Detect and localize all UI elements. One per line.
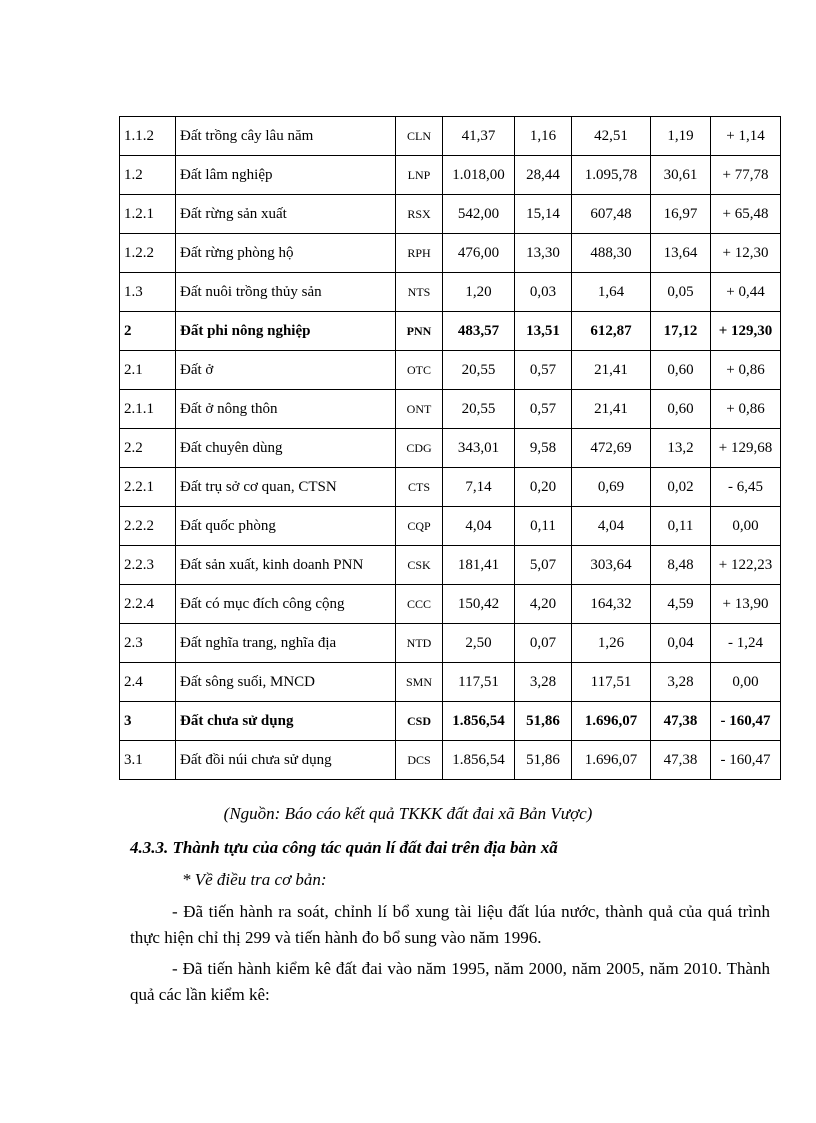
- change-cell: + 129,30: [711, 312, 781, 351]
- area-prev-cell: 7,14: [443, 468, 515, 507]
- code-cell: RPH: [396, 234, 443, 273]
- section-heading: 4.3.3. Thành tựu của công tác quản lí đất đai trên địa bàn xã: [130, 838, 558, 857]
- percent-curr-cell: 47,38: [651, 702, 711, 741]
- stt-cell: 3.1: [120, 741, 176, 780]
- paragraph-1: [130, 899, 770, 951]
- code-cell: PNN: [396, 312, 443, 351]
- percent-curr-cell: 4,59: [651, 585, 711, 624]
- stt-cell: 3: [120, 702, 176, 741]
- percent-curr-cell: 0,60: [651, 351, 711, 390]
- percent-prev-cell: 13,30: [515, 234, 572, 273]
- percent-curr-cell: 1,19: [651, 117, 711, 156]
- code-cell: CCC: [396, 585, 443, 624]
- change-cell: + 77,78: [711, 156, 781, 195]
- area-curr-cell: 164,32: [572, 585, 651, 624]
- table-row: [120, 546, 781, 585]
- percent-prev-cell: 0,11: [515, 507, 572, 546]
- change-cell: + 65,48: [711, 195, 781, 234]
- area-prev-cell: 343,01: [443, 429, 515, 468]
- table-row: [120, 195, 781, 234]
- area-curr-cell: 472,69: [572, 429, 651, 468]
- percent-prev-cell: 3,28: [515, 663, 572, 702]
- stt-cell: 1.2.2: [120, 234, 176, 273]
- area-curr-cell: 0,69: [572, 468, 651, 507]
- code-cell: NTD: [396, 624, 443, 663]
- change-cell: - 160,47: [711, 702, 781, 741]
- percent-prev-cell: 0,03: [515, 273, 572, 312]
- percent-prev-cell: 51,86: [515, 702, 572, 741]
- area-prev-cell: 150,42: [443, 585, 515, 624]
- table-row: [120, 351, 781, 390]
- area-curr-cell: 303,64: [572, 546, 651, 585]
- percent-prev-cell: 51,86: [515, 741, 572, 780]
- code-cell: CQP: [396, 507, 443, 546]
- percent-prev-cell: 13,51: [515, 312, 572, 351]
- name-cell: Đất quốc phòng: [176, 507, 396, 546]
- area-prev-cell: 20,55: [443, 390, 515, 429]
- change-cell: + 0,86: [711, 390, 781, 429]
- area-prev-cell: 181,41: [443, 546, 515, 585]
- percent-curr-cell: 0,60: [651, 390, 711, 429]
- area-curr-cell: 1.696,07: [572, 741, 651, 780]
- change-cell: - 6,45: [711, 468, 781, 507]
- stt-cell: 2.2.3: [120, 546, 176, 585]
- percent-prev-cell: 0,07: [515, 624, 572, 663]
- name-cell: Đất sông suối, MNCD: [176, 663, 396, 702]
- area-curr-cell: 1,64: [572, 273, 651, 312]
- area-curr-cell: 607,48: [572, 195, 651, 234]
- percent-curr-cell: 0,05: [651, 273, 711, 312]
- area-curr-cell: 21,41: [572, 351, 651, 390]
- stt-cell: 2.2: [120, 429, 176, 468]
- table-row: [120, 429, 781, 468]
- table-row: [120, 234, 781, 273]
- table-row: [120, 702, 781, 741]
- name-cell: Đất đồi núi chưa sử dụng: [176, 741, 396, 780]
- percent-prev-cell: 0,57: [515, 390, 572, 429]
- table-row: [120, 468, 781, 507]
- table-row: [120, 312, 781, 351]
- area-prev-cell: 1,20: [443, 273, 515, 312]
- percent-curr-cell: 17,12: [651, 312, 711, 351]
- area-curr-cell: 4,04: [572, 507, 651, 546]
- paragraph-1-text: - Đã tiến hành ra soát, chỉnh lí bổ xung tài liệu đất lúa nước, thành quả của quá trình thực hiện chỉ thị 299 và tiến hành đo bổ sung vào năm 1996.: [130, 902, 770, 947]
- code-cell: RSX: [396, 195, 443, 234]
- change-cell: - 1,24: [711, 624, 781, 663]
- area-curr-cell: 42,51: [572, 117, 651, 156]
- table-row: [120, 741, 781, 780]
- change-cell: - 160,47: [711, 741, 781, 780]
- paragraph-2: [130, 956, 770, 1008]
- stt-cell: 1.2: [120, 156, 176, 195]
- table-row: [120, 273, 781, 312]
- table-row: [120, 663, 781, 702]
- area-curr-cell: 117,51: [572, 663, 651, 702]
- stt-cell: 2.2.4: [120, 585, 176, 624]
- code-cell: OTC: [396, 351, 443, 390]
- name-cell: Đất nghĩa trang, nghĩa địa: [176, 624, 396, 663]
- code-cell: NTS: [396, 273, 443, 312]
- stt-cell: 1.3: [120, 273, 176, 312]
- area-prev-cell: 117,51: [443, 663, 515, 702]
- area-prev-cell: 542,00: [443, 195, 515, 234]
- stt-cell: 2.3: [120, 624, 176, 663]
- percent-curr-cell: 47,38: [651, 741, 711, 780]
- table-row: [120, 390, 781, 429]
- code-cell: LNP: [396, 156, 443, 195]
- percent-curr-cell: 16,97: [651, 195, 711, 234]
- name-cell: Đất nuôi trồng thủy sản: [176, 273, 396, 312]
- name-cell: Đất trồng cây lâu năm: [176, 117, 396, 156]
- percent-prev-cell: 9,58: [515, 429, 572, 468]
- name-cell: Đất trụ sở cơ quan, CTSN: [176, 468, 396, 507]
- stt-cell: 2.1: [120, 351, 176, 390]
- stt-cell: 2.2.1: [120, 468, 176, 507]
- percent-curr-cell: 0,04: [651, 624, 711, 663]
- area-prev-cell: 2,50: [443, 624, 515, 663]
- paragraph-2-text: - Đã tiến hành kiểm kê đất đai vào năm 1995, năm 2000, năm 2005, năm 2010. Thành quả các lần kiểm kê:: [130, 959, 770, 1004]
- area-prev-cell: 1.018,00: [443, 156, 515, 195]
- percent-curr-cell: 13,2: [651, 429, 711, 468]
- percent-curr-cell: 3,28: [651, 663, 711, 702]
- table-row: [120, 117, 781, 156]
- stt-cell: 2.1.1: [120, 390, 176, 429]
- area-curr-cell: 612,87: [572, 312, 651, 351]
- percent-prev-cell: 5,07: [515, 546, 572, 585]
- name-cell: Đất chuyên dùng: [176, 429, 396, 468]
- stt-cell: 1.1.2: [120, 117, 176, 156]
- percent-prev-cell: 4,20: [515, 585, 572, 624]
- change-cell: + 1,14: [711, 117, 781, 156]
- percent-curr-cell: 30,61: [651, 156, 711, 195]
- code-cell: ONT: [396, 390, 443, 429]
- change-cell: + 12,30: [711, 234, 781, 273]
- percent-prev-cell: 0,20: [515, 468, 572, 507]
- change-cell: + 129,68: [711, 429, 781, 468]
- change-cell: + 122,23: [711, 546, 781, 585]
- name-cell: Đất ở nông thôn: [176, 390, 396, 429]
- stt-cell: 2.2.2: [120, 507, 176, 546]
- percent-curr-cell: 13,64: [651, 234, 711, 273]
- name-cell: Đất phi nông nghiệp: [176, 312, 396, 351]
- name-cell: Đất có mục đích công cộng: [176, 585, 396, 624]
- area-prev-cell: 41,37: [443, 117, 515, 156]
- name-cell: Đất chưa sử dụng: [176, 702, 396, 741]
- area-prev-cell: 476,00: [443, 234, 515, 273]
- table-row: [120, 507, 781, 546]
- area-curr-cell: 1.696,07: [572, 702, 651, 741]
- area-prev-cell: 20,55: [443, 351, 515, 390]
- table-row: [120, 156, 781, 195]
- source-note: (Nguồn: Báo cáo kết quả TKKK đất đai xã Bản Vược): [223, 804, 593, 823]
- area-prev-cell: 1.856,54: [443, 702, 515, 741]
- code-cell: CSD: [396, 702, 443, 741]
- stt-cell: 1.2.1: [120, 195, 176, 234]
- name-cell: Đất rừng sản xuất: [176, 195, 396, 234]
- land-statistics-table: [119, 116, 781, 780]
- name-cell: Đất lâm nghiệp: [176, 156, 396, 195]
- name-cell: Đất ở: [176, 351, 396, 390]
- code-cell: DCS: [396, 741, 443, 780]
- percent-curr-cell: 0,11: [651, 507, 711, 546]
- percent-curr-cell: 8,48: [651, 546, 711, 585]
- code-cell: CSK: [396, 546, 443, 585]
- area-curr-cell: 21,41: [572, 390, 651, 429]
- sub-heading: * Về điều tra cơ bản:: [182, 870, 327, 889]
- percent-prev-cell: 0,57: [515, 351, 572, 390]
- percent-prev-cell: 28,44: [515, 156, 572, 195]
- stt-cell: 2.4: [120, 663, 176, 702]
- stt-cell: 2: [120, 312, 176, 351]
- code-cell: CTS: [396, 468, 443, 507]
- area-curr-cell: 488,30: [572, 234, 651, 273]
- percent-prev-cell: 15,14: [515, 195, 572, 234]
- percent-curr-cell: 0,02: [651, 468, 711, 507]
- table-row: [120, 624, 781, 663]
- area-prev-cell: 1.856,54: [443, 741, 515, 780]
- table-row: [120, 585, 781, 624]
- area-prev-cell: 483,57: [443, 312, 515, 351]
- change-cell: 0,00: [711, 507, 781, 546]
- change-cell: + 13,90: [711, 585, 781, 624]
- change-cell: + 0,86: [711, 351, 781, 390]
- area-prev-cell: 4,04: [443, 507, 515, 546]
- code-cell: CDG: [396, 429, 443, 468]
- code-cell: CLN: [396, 117, 443, 156]
- name-cell: Đất rừng phòng hộ: [176, 234, 396, 273]
- area-curr-cell: 1,26: [572, 624, 651, 663]
- name-cell: Đất sản xuất, kinh doanh PNN: [176, 546, 396, 585]
- percent-prev-cell: 1,16: [515, 117, 572, 156]
- area-curr-cell: 1.095,78: [572, 156, 651, 195]
- change-cell: + 0,44: [711, 273, 781, 312]
- table-body: [120, 117, 781, 780]
- code-cell: SMN: [396, 663, 443, 702]
- change-cell: 0,00: [711, 663, 781, 702]
